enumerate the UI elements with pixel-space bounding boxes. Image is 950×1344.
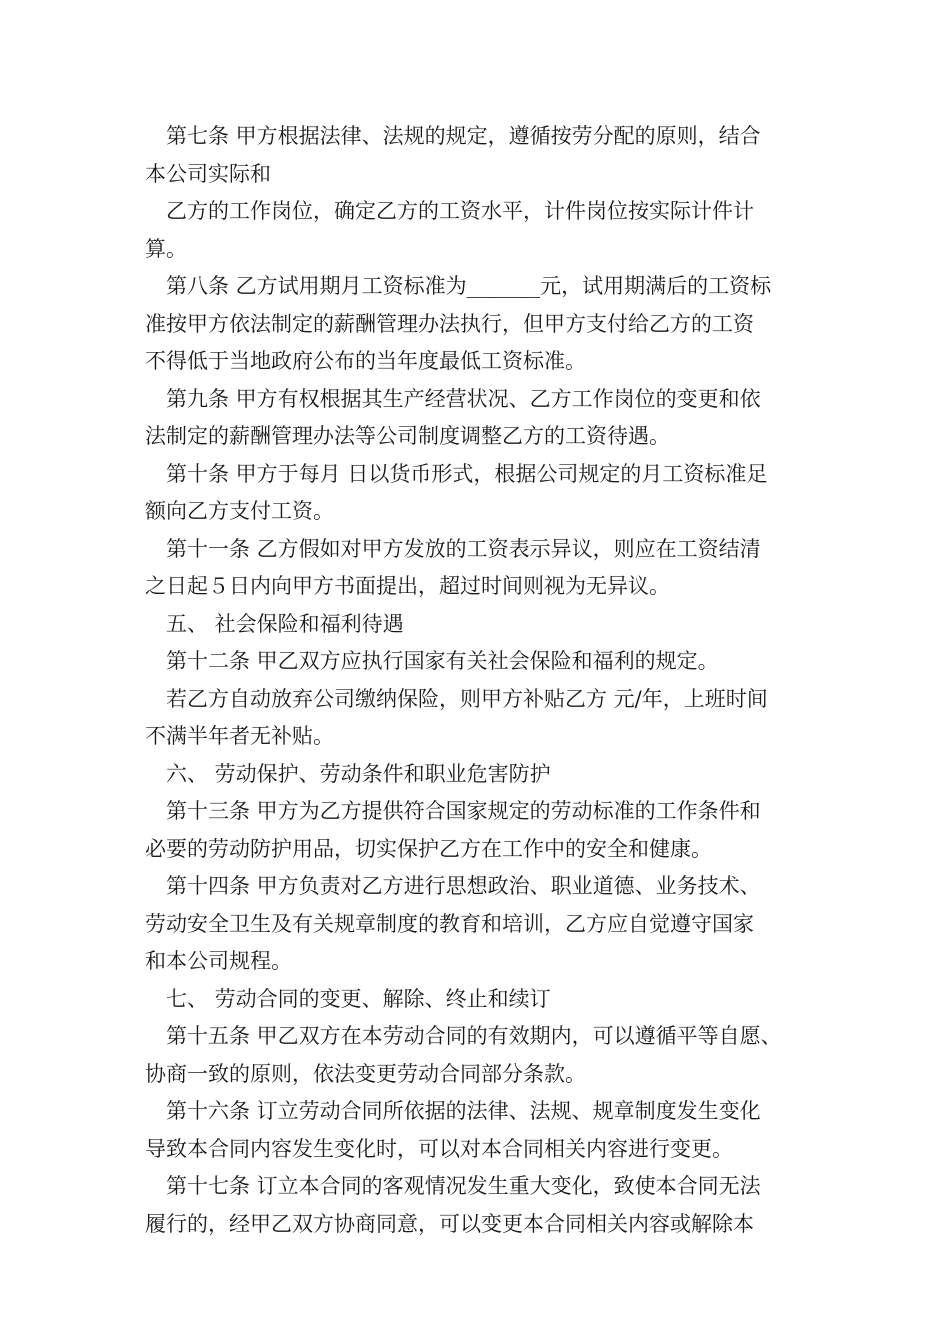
section-heading: 七、 劳动合同的变更、解除、终止和续订 <box>145 986 551 1011</box>
text-line: 法制定的薪酬管理办法等公司制度调整乙方的工资待遇。 <box>145 424 670 448</box>
text-line: 必要的劳动防护用品，切实保护乙方在工作中的安全和健康。 <box>145 836 712 861</box>
text-line: 和本公司规程。 <box>145 949 292 973</box>
contract-text-body <box>145 118 815 1243</box>
text-line: 乙方的工作岗位，确定乙方的工资水平，计件岗位按实际计件计 <box>145 199 754 223</box>
text-line: 第十一条 乙方假如对甲方发放的工资表示异议，则应在工资结清 <box>145 536 761 561</box>
text-line: 第十七条 订立本合同的客观情况发生重大变化，致使本合同无法 <box>145 1174 761 1198</box>
text-line: 准按甲方依法制定的薪酬管理办法执行，但甲方支付给乙方的工资 <box>145 311 754 336</box>
text-line: 不得低于当地政府公布的当年度最低工资标准。 <box>145 349 586 373</box>
section-heading: 五、 社会保险和福利待遇 <box>145 611 404 636</box>
text-line: 第九条 甲方有权根据其生产经营状况、乙方工作岗位的变更和依 <box>145 386 761 411</box>
text-line: 本公司实际和 <box>145 161 271 186</box>
section-heading: 六、 劳动保护、劳动条件和职业危害防护 <box>145 761 551 786</box>
text-line: 第十六条 订立劳动合同所依据的法律、法规、规章制度发生变化 <box>145 1099 761 1123</box>
text-line: 之日起５日内向甲方书面提出，超过时间则视为无异议。 <box>145 574 670 598</box>
text-line: 第七条 甲方根据法律、法规的规定，遵循按劳分配的原则，结合 <box>145 124 761 148</box>
text-line: 第十四条 甲方负责对乙方进行思想政治、职业道德、业务技术、 <box>145 874 761 898</box>
text-line: 第十三条 甲方为乙方提供符合国家规定的劳动标准的工作条件和 <box>145 799 761 823</box>
text-line: 若乙方自动放弃公司缴纳保险，则甲方补贴乙方 元/年，上班时间 <box>145 686 768 711</box>
text-line: 导致本合同内容发生变化时，可以对本合同相关内容进行变更。 <box>145 1136 733 1161</box>
text-line: 不满半年者无补贴。 <box>145 724 334 748</box>
text-line: 额向乙方支付工资。 <box>145 499 334 523</box>
text-line: 第十五条 甲乙双方在本劳动合同的有效期内，可以遵循平等自愿、 <box>145 1024 782 1048</box>
text-line: 第十条 甲方于每月 日以货币形式，根据公司规定的月工资标准足 <box>145 461 768 486</box>
text-line: 第十二条 甲乙双方应执行国家有关社会保险和福利的规定。 <box>145 649 719 673</box>
text-line: 履行的，经甲乙双方协商同意，可以变更本合同相关内容或解除本 <box>145 1211 754 1236</box>
text-line: 劳动安全卫生及有关规章制度的教育和培训，乙方应自觉遵守国家 <box>145 911 754 936</box>
text-line: 第八条 乙方试用期月工资标准为_______元，试用期满后的工资标 <box>145 274 772 298</box>
text-line: 协商一致的原则，依法变更劳动合同部分条款。 <box>145 1061 586 1086</box>
text-line: 算。 <box>145 236 187 261</box>
